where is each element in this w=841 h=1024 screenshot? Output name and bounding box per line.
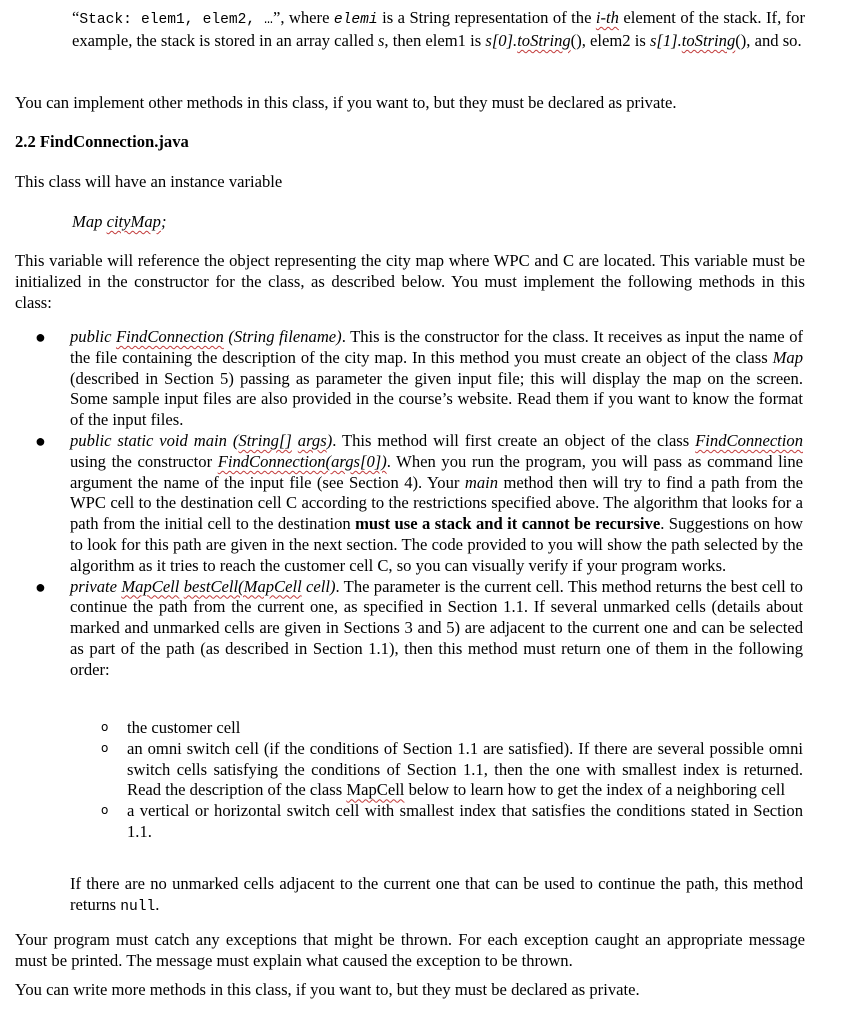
text: is a String representation of the bbox=[377, 8, 596, 27]
stack-code: Stack: elem1, elem2, … bbox=[79, 12, 273, 28]
bullet-icon: ● bbox=[35, 576, 46, 597]
list-item bbox=[35, 576, 803, 681]
tostring-word: toString bbox=[681, 30, 736, 50]
circle-bullet-icon: o bbox=[101, 740, 109, 755]
text: . bbox=[155, 894, 160, 914]
variable-description-paragraph: This variable will reference the object representing the city map where WPC and C are located. This variable must be initialized in the constructor for the class, as described below. You must implement the following methods in this class: bbox=[15, 251, 805, 312]
exceptions-paragraph: Your program must catch any exceptions that might be thrown. For each exception caught an appropriate message must be printed. The message must explain what caused the exception to be thrown. bbox=[15, 930, 805, 970]
section-heading: 2.2 FindConnection.java bbox=[15, 132, 189, 151]
ith-word: i-th bbox=[595, 8, 619, 27]
private-methods-paragraph: You can implement other methods in this class, if you want to, but they must be declared as private. bbox=[15, 93, 677, 112]
instance-variable-paragraph: This class will have an instance variable bbox=[15, 172, 283, 191]
null-return-paragraph bbox=[70, 874, 803, 918]
signature-part: cell) bbox=[301, 576, 336, 596]
list-item bbox=[101, 801, 803, 843]
s1-expr: s[1]. bbox=[649, 30, 682, 50]
text: (), elem2 is bbox=[570, 30, 650, 50]
signature-part: String[] bbox=[238, 430, 292, 450]
elemi-code: elemi bbox=[333, 12, 378, 28]
quote-close: ” bbox=[272, 8, 281, 27]
class-name: FindConnection bbox=[695, 430, 803, 450]
text: . Suggestions on how to look for this path are given in the next section. The code provided to you will show the path selected by the algorithm as it tries to reach the customer cell C, so you can visually verify if your program works. bbox=[70, 514, 803, 575]
bullet-icon: ● bbox=[35, 430, 46, 451]
list-item bbox=[35, 327, 804, 431]
signature-part: bestCell(MapCell bbox=[183, 576, 302, 596]
text: method then will try to find a path from the WPC cell to the destination cell C according to the restrictions specified above. The algorithm that looks for a path from the initial cell to the destination bbox=[70, 472, 803, 534]
constructor-call: FindConnection(args[0]) bbox=[217, 451, 387, 471]
text: , then elem1 is bbox=[384, 30, 486, 50]
circle-bullet-icon: o bbox=[101, 803, 109, 818]
text: a vertical or horizontal switch cell with smallest index that satisfies the conditions stated in Section 1.1. bbox=[127, 801, 803, 841]
main-word: main bbox=[464, 472, 499, 492]
list-item bbox=[101, 738, 803, 801]
signature-part: FindConnection bbox=[116, 327, 224, 346]
text: using the constructor bbox=[70, 451, 218, 471]
signature-part: public static void main ( bbox=[70, 430, 239, 450]
text: an omni switch cell (if the conditions of Section 1.1 are satisfied). If there are several possible omni switch cells satisfying the conditions of Section 1.1, then the one with smallest index is returned. Read the description of the class bbox=[127, 738, 803, 800]
circle-bullet-icon: o bbox=[101, 720, 109, 734]
text: . This is the constructor for the class. It receives as input the name of the file containing the description of the city map. In this method you must create an object of the class bbox=[70, 327, 804, 367]
text: . This method will first create an object of the class bbox=[332, 430, 696, 450]
signature-part: ) bbox=[326, 430, 333, 450]
variable-name: cityMap bbox=[106, 212, 161, 231]
text: , where bbox=[280, 8, 334, 27]
signature-part: public bbox=[70, 327, 117, 346]
s0-expr: s[0]. bbox=[485, 30, 518, 50]
text: If there are no unmarked cells adjacent to the current one that can be used to continue the path, this method returns bbox=[70, 874, 803, 914]
type-word: Map bbox=[72, 212, 107, 231]
semicolon: ; bbox=[160, 212, 167, 231]
list-item bbox=[35, 430, 803, 577]
null-code: null bbox=[120, 898, 156, 915]
code-declaration bbox=[72, 212, 166, 233]
mapcell-word: MapCell bbox=[346, 780, 405, 800]
text: (described in Section 5) passing as parameter the given input file; this will display the map on the screen. Some sample input files are also provided in the course’s website. Read them if you want to know the format of the input files. bbox=[70, 368, 803, 430]
list-item bbox=[101, 718, 803, 739]
text: below to learn how to get the index of a neighboring cell bbox=[404, 780, 786, 800]
tostring-word: toString bbox=[517, 30, 571, 50]
quote-open: “ bbox=[72, 8, 80, 27]
methods-list bbox=[35, 327, 804, 681]
bold-requirement: must use a stack and it cannot be recursive bbox=[355, 514, 661, 534]
bullet-icon: ● bbox=[35, 327, 46, 347]
stack-format-paragraph bbox=[72, 8, 805, 52]
text: the customer cell bbox=[127, 718, 241, 737]
text: . When you run the program, you will pass as command line argument the name of the input file (see Section 4). Your bbox=[70, 451, 803, 492]
s-var: s bbox=[377, 30, 385, 50]
signature-part: MapCell bbox=[121, 576, 180, 596]
text: element of the stack. If, for example, the stack is stored in an array called bbox=[72, 8, 806, 50]
map-word: Map bbox=[772, 347, 803, 367]
text: (), and so. bbox=[735, 30, 802, 50]
signature-part: (String filename) bbox=[223, 327, 342, 346]
signature-part: private bbox=[70, 576, 122, 596]
priority-list bbox=[101, 718, 803, 843]
text: . The parameter is the current cell. This method returns the best cell to continue the path from the current one, as specified in Section 1.1. If several unmarked cells (details about marked and unmarked cells are given in Sections 3 and 5) are adjacent to the current one and can be selected as part of the path (as described in Section 1.1), then this method must return one of them in the following order: bbox=[70, 576, 803, 679]
signature-part: args bbox=[297, 430, 327, 450]
more-methods-paragraph: You can write more methods in this class, if you want to, but they must be declared as private. bbox=[15, 980, 640, 999]
